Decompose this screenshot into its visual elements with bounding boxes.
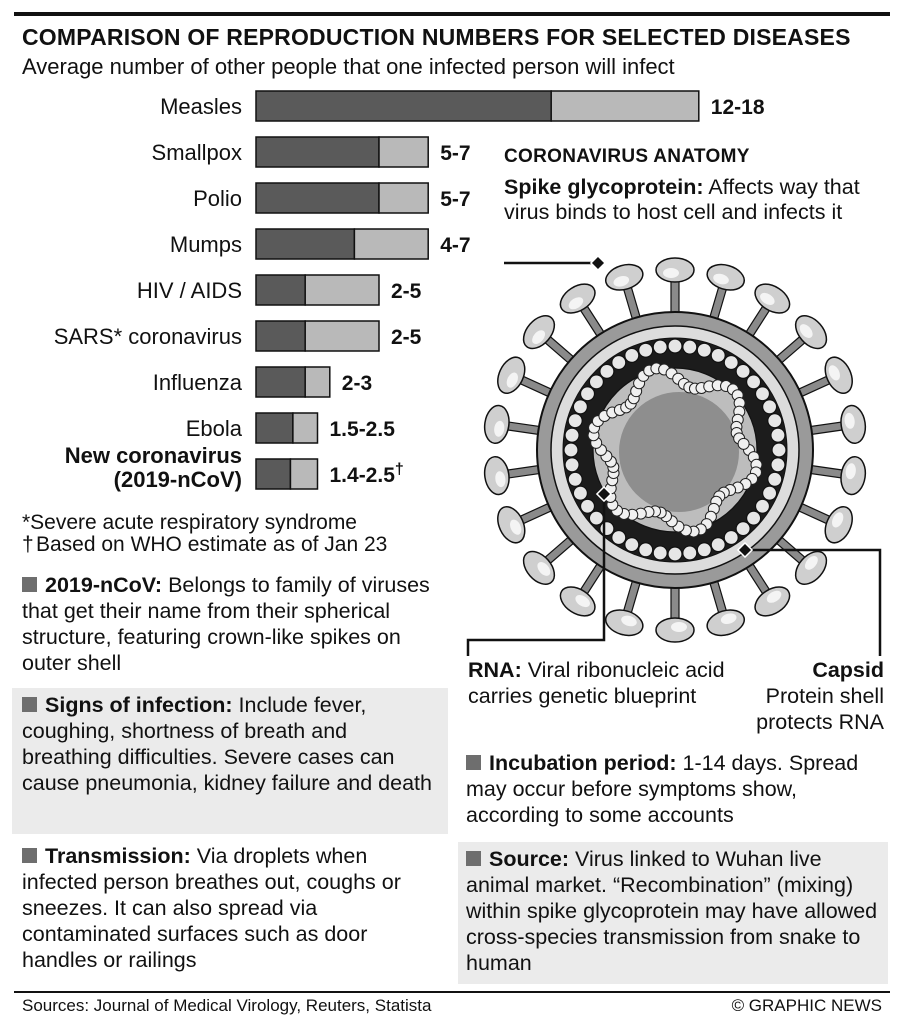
capsid-bead-27 bbox=[589, 375, 603, 389]
credit-text: © GRAPHIC NEWS bbox=[731, 996, 882, 1015]
value-label-1: 5-7 bbox=[440, 142, 471, 165]
capsid-bead-31 bbox=[639, 343, 653, 357]
capsid-bead-29 bbox=[612, 356, 626, 370]
bullet-square-icon bbox=[22, 848, 37, 863]
capsid-bead-0 bbox=[772, 443, 786, 457]
category-label-6: Influenza bbox=[152, 370, 242, 395]
bar-high-5 bbox=[305, 321, 379, 351]
box-transmission-text: Via droplets when infected person breathes out, coughs or sneezes. It can also spread via contaminated surfaces such as door handles or railings bbox=[22, 844, 401, 972]
footnote-who bbox=[22, 534, 387, 556]
capsid-bead-19 bbox=[573, 486, 587, 500]
capsid-bead-3 bbox=[763, 486, 777, 500]
capsid-bead-23 bbox=[565, 428, 579, 442]
category-label-4: HIV / AIDS bbox=[136, 278, 242, 303]
capsid-bead-28 bbox=[600, 364, 614, 378]
footnote-who-text: Based on WHO estimate as of Jan 23 bbox=[36, 533, 388, 556]
bullet-square-icon bbox=[466, 851, 481, 866]
bar-low-3 bbox=[256, 229, 354, 259]
rna-text: Viral ribonucleic acid carries genetic blueprint bbox=[468, 658, 725, 708]
box-ncov-text: Belongs to family of viruses that get their name from their spherical structure, featuring crown-like spikes on outer shell bbox=[22, 573, 430, 675]
capsid-bead-42 bbox=[768, 414, 782, 428]
capsid-bead-18 bbox=[581, 499, 595, 513]
bar-low-6 bbox=[256, 367, 305, 397]
value-label-3: 4-7 bbox=[440, 234, 471, 257]
capsid-bead-2 bbox=[768, 472, 782, 486]
category-label-8 bbox=[65, 443, 242, 492]
capsid-bead-16 bbox=[600, 522, 614, 536]
value-label-suffix-8: † bbox=[394, 461, 404, 478]
footer-rule bbox=[14, 991, 890, 993]
value-label-5: 2-5 bbox=[391, 326, 422, 349]
capsid-bead-15 bbox=[612, 530, 626, 544]
value-label-4: 2-5 bbox=[391, 280, 422, 303]
box-transmission-heading: Transmission: bbox=[45, 844, 191, 868]
box-incubation bbox=[466, 750, 880, 828]
capsid-bead-14 bbox=[625, 538, 639, 552]
capsid-bead-34 bbox=[683, 340, 697, 354]
capsid-bead-30 bbox=[625, 348, 639, 362]
capsid-bead-13 bbox=[639, 543, 653, 557]
bar-low-1 bbox=[256, 137, 379, 167]
rna-bead-69 bbox=[738, 438, 749, 449]
category-label-3: Mumps bbox=[169, 232, 242, 257]
box-transmission bbox=[22, 843, 442, 973]
box-source-text: Virus linked to Wuhan live animal market. “Recombination” (mixing) within spike glycoprotein may have allowed cross-species transmission from snake to human bbox=[466, 847, 878, 975]
box-signs-heading: Signs of infection: bbox=[45, 693, 233, 717]
anatomy-title: CORONAVIRUS ANATOMY bbox=[504, 146, 750, 167]
bar-high-2 bbox=[379, 183, 428, 213]
capsid-bead-17 bbox=[589, 511, 603, 525]
capsid-heading: Capsid bbox=[812, 658, 884, 682]
capsid-bead-8 bbox=[711, 538, 725, 552]
capsid-bead-38 bbox=[736, 364, 750, 378]
capsid-bead-32 bbox=[653, 340, 667, 354]
coronavirus-illustration bbox=[460, 245, 890, 655]
chart-subtitle: Average number of other people that one infected person will infect bbox=[22, 54, 675, 79]
bar-low-7 bbox=[256, 413, 293, 443]
box-source bbox=[458, 842, 888, 984]
capsid-bead-24 bbox=[568, 414, 582, 428]
capsid-bead-20 bbox=[568, 472, 582, 486]
value-label-6: 2-3 bbox=[341, 372, 373, 395]
bar-high-0 bbox=[551, 91, 699, 121]
spike-highlight-0 bbox=[663, 268, 679, 278]
capsid-bead-26 bbox=[581, 387, 595, 401]
capsid-bead-22 bbox=[564, 443, 578, 457]
capsid-bead-5 bbox=[747, 511, 761, 525]
bar-high-6 bbox=[305, 367, 330, 397]
capsid-bead-40 bbox=[755, 387, 769, 401]
value-label-2: 5-7 bbox=[440, 188, 471, 211]
category-label-0: Measles bbox=[160, 94, 242, 119]
capsid-text: Protein shell protects RNA bbox=[756, 684, 884, 734]
bullet-square-icon bbox=[22, 577, 37, 592]
box-source-heading: Source: bbox=[489, 847, 570, 871]
top-rule bbox=[14, 12, 890, 16]
capsid-bead-33 bbox=[668, 339, 682, 353]
footnotes bbox=[22, 512, 387, 556]
value-label-7: 1.5-2.5 bbox=[329, 418, 395, 441]
box-ncov-heading: 2019-nCoV: bbox=[45, 573, 163, 597]
bar-high-1 bbox=[379, 137, 428, 167]
spike-glycoprotein-label bbox=[504, 175, 884, 225]
category-label-5: SARS* coronavirus bbox=[53, 324, 242, 349]
bar-low-5 bbox=[256, 321, 305, 351]
capsid-bead-10 bbox=[683, 546, 697, 560]
bar-high-4 bbox=[305, 275, 379, 305]
box-incubation-heading: Incubation period: bbox=[489, 751, 677, 775]
dagger-symbol: † bbox=[22, 533, 34, 556]
capsid-bead-21 bbox=[565, 458, 579, 472]
capsid-label bbox=[700, 657, 884, 735]
category-label-7: Ebola bbox=[185, 416, 242, 441]
category-label-1: Smallpox bbox=[151, 140, 242, 165]
capsid-bead-43 bbox=[771, 428, 785, 442]
value-label-8: 1.4-2.5† bbox=[329, 461, 404, 487]
bullet-square-icon bbox=[22, 697, 37, 712]
bar-low-4 bbox=[256, 275, 305, 305]
capsid-bead-1 bbox=[771, 458, 785, 472]
spike-text: Affects way that virus binds to host cell and infects it bbox=[504, 175, 860, 224]
bar-low-8 bbox=[256, 459, 290, 489]
bar-high-7 bbox=[293, 413, 318, 443]
capsid-bead-7 bbox=[724, 530, 738, 544]
capsid-bead-35 bbox=[697, 343, 711, 357]
capsid-bead-4 bbox=[755, 499, 769, 513]
capsid-bead-9 bbox=[697, 543, 711, 557]
box-signs-text: Include fever, coughing, shortness of breath and breathing difficulties. Severe cases can cause pneumonia, kidney failure and death bbox=[22, 693, 432, 795]
capsid-bead-37 bbox=[724, 356, 738, 370]
rna-heading: RNA: bbox=[468, 658, 522, 682]
bullet-square-icon bbox=[466, 755, 481, 770]
value-label-0: 12-18 bbox=[710, 96, 765, 119]
spike-heading: Spike glycoprotein: bbox=[504, 175, 704, 199]
capsid-bead-6 bbox=[736, 522, 750, 536]
bar-high-8 bbox=[290, 459, 317, 489]
bar-low-2 bbox=[256, 183, 379, 213]
category-label-2: Polio bbox=[193, 186, 242, 211]
box-incubation-text: 1-14 days. Spread may occur before symptoms show, according to some accounts bbox=[466, 751, 859, 827]
capsid-bead-39 bbox=[747, 375, 761, 389]
capsid-bead-11 bbox=[668, 547, 682, 561]
category-label-line-8-0: New coronavirus bbox=[64, 443, 242, 468]
bar-low-0 bbox=[256, 91, 551, 121]
bar-high-3 bbox=[354, 229, 428, 259]
capsid-bead-25 bbox=[573, 400, 587, 414]
capsid-bead-12 bbox=[653, 546, 667, 560]
box-signs bbox=[12, 688, 448, 834]
capsid-bead-36 bbox=[711, 348, 725, 362]
sources-text: Sources: Journal of Medical Virology, Reuters, Statista bbox=[22, 996, 432, 1015]
category-label-line-8-1: (2019-nCoV) bbox=[113, 467, 242, 492]
box-ncov bbox=[22, 572, 442, 676]
footnote-sars: *Severe acute respiratory syndrome bbox=[22, 511, 357, 534]
rna-label bbox=[468, 657, 733, 709]
spike-highlight-11 bbox=[671, 622, 687, 632]
capsid-bead-41 bbox=[763, 400, 777, 414]
chart-title: COMPARISON OF REPRODUCTION NUMBERS FOR SELECTED DISEASES bbox=[22, 24, 851, 50]
